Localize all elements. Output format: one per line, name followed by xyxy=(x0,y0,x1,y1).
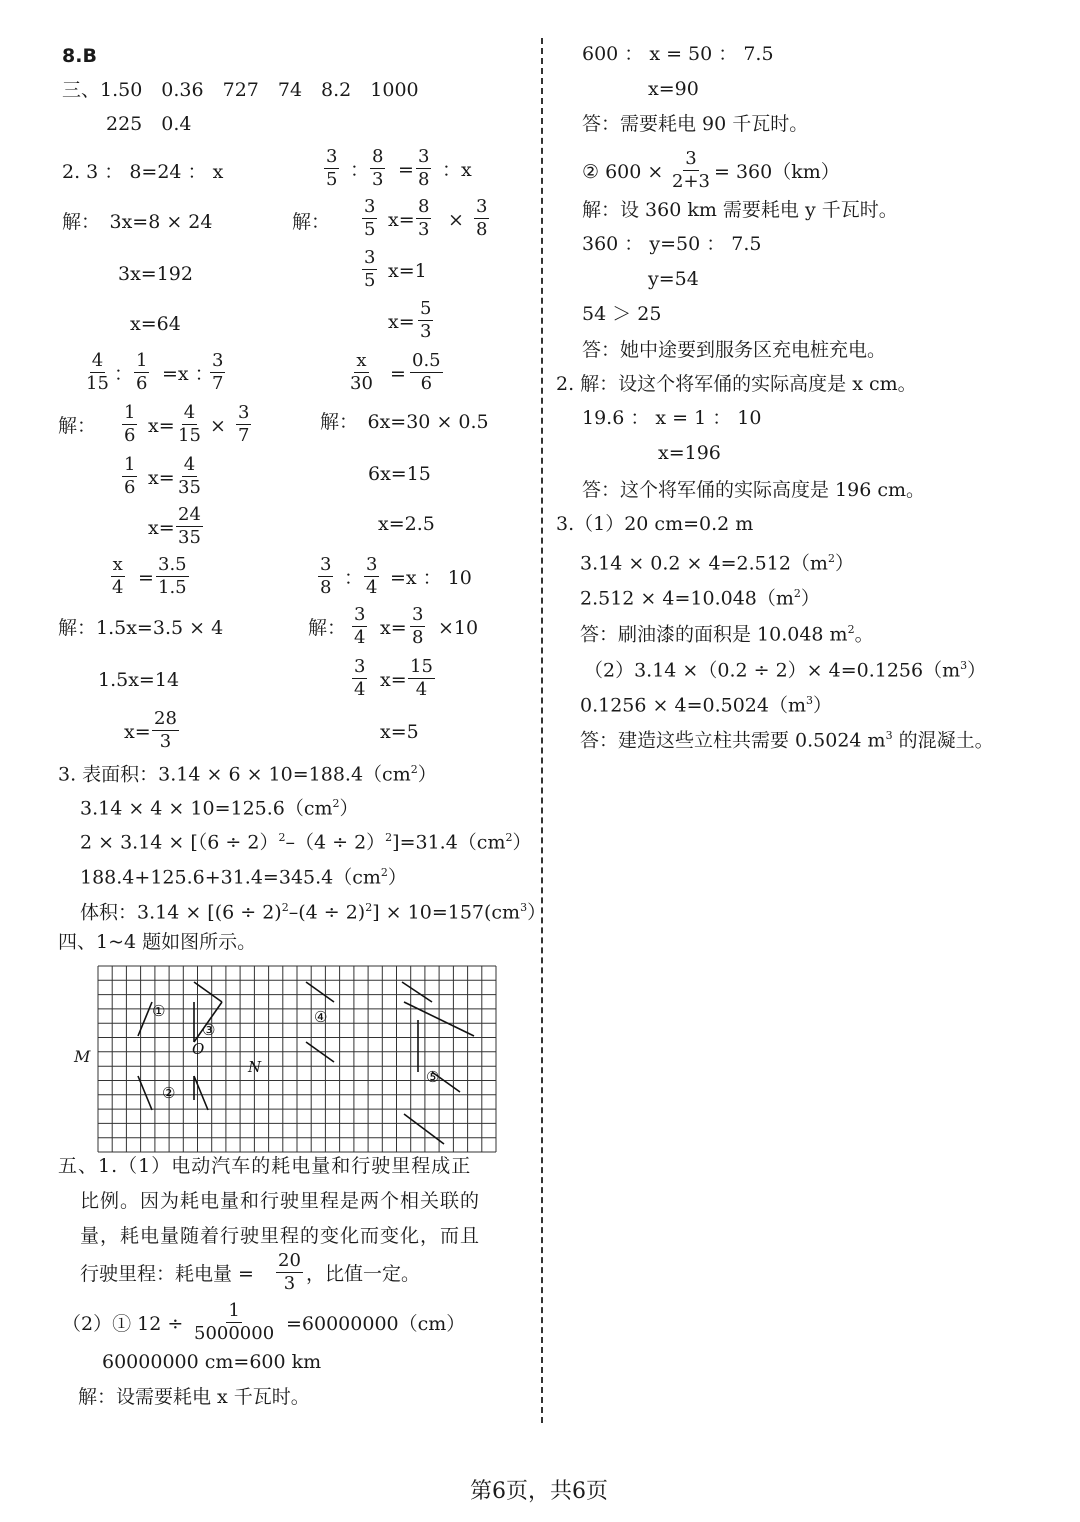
fraction: 28 3 xyxy=(154,708,177,752)
section-5-line4: 行驶里程：耗电量 = xyxy=(80,1263,254,1285)
problem-2-step3: x=64 xyxy=(130,313,181,335)
expr: x=1 xyxy=(388,260,427,282)
r-line6: 360 ： y=50 ： 7.5 xyxy=(582,233,762,255)
surface-area-line3: $2 \times 3.14 \times [(6 \div 2)^2-(4 \div 2)^2]=31.4(cm^2)$ xyxy=(80,831,532,854)
r-line17: 答：刷油漆的面积是 10.048 $m^2$。 xyxy=(580,623,874,646)
r-line2: x=90 xyxy=(648,78,699,100)
fraction: 3 5 xyxy=(364,247,376,291)
fraction: 1 6 xyxy=(124,454,136,498)
fraction: 3 7 xyxy=(238,402,250,446)
r-line18: $(2)3.14 \times(0.2 \div 2)\times 4=0.1256(m^3)$ xyxy=(584,659,987,682)
label-4: ④ xyxy=(314,1008,328,1026)
ratio-sign: ： xyxy=(350,159,370,181)
label-2: ② xyxy=(162,1084,176,1102)
expr: x= xyxy=(380,669,407,691)
problem-2-step2: 3x=192 xyxy=(118,263,193,285)
surface-area-line1: 3. 表面积：$3.14 \times 6 \times 10=188.4(cm^2)$ xyxy=(58,763,437,786)
section-5-2-line1-tail: =60000000（cm） xyxy=(286,1313,466,1335)
section-5-2-line1: （2）① 12 ÷ xyxy=(62,1313,184,1335)
section-5-line3: 量，耗电量随着行驶里程的变化而变化，而且 xyxy=(80,1225,481,1247)
r-line10: 2. 解：设这个将军俑的实际高度是 x cm。 xyxy=(556,373,917,395)
expr: x= xyxy=(148,517,175,539)
answer-8: 8.B xyxy=(62,45,97,67)
r-line9: 答：她中途要到服务区充电桩充电。 xyxy=(582,339,887,361)
r-line8: 54 ＞ 25 xyxy=(582,303,662,325)
ratio-sign: ： xyxy=(344,567,364,589)
fraction: 3 4 xyxy=(354,604,366,648)
r-line16: $2.512 \times 4=10.048(m^2)$ xyxy=(580,587,820,610)
section-5-line4-tail: ，比值一定。 xyxy=(306,1263,421,1285)
r-line19: $0.1256 \times 4=0.5024(m^3)$ xyxy=(580,694,833,717)
surface-area-line2: $3.14 \times 4 \times 10=125.6(cm^2)$ xyxy=(80,797,359,820)
fraction: 1 6 xyxy=(136,350,148,394)
expr: 6x=15 xyxy=(368,463,431,485)
problem-2-equation: 2. 3 ： 8=24 ： x xyxy=(62,161,224,183)
r-line4-tail: = 360（km） xyxy=(714,161,840,183)
fraction: 3 7 xyxy=(212,350,224,394)
fraction: 3 5 xyxy=(364,196,376,240)
label-M: M xyxy=(74,1047,91,1066)
fraction: 20 3 xyxy=(278,1250,301,1294)
expr: 1.5x=14 xyxy=(98,669,180,691)
section-5-line1: 五、1.（1）电动汽车的耗电量和行驶里程成正 xyxy=(58,1155,472,1177)
fraction: x 30 xyxy=(350,350,373,394)
section-5-2-line2: 60000000 cm=600 km xyxy=(102,1351,322,1373)
fraction: 4 15 xyxy=(178,402,201,446)
grid-figure xyxy=(96,964,498,1154)
label-N: N xyxy=(248,1058,262,1076)
fraction: 1 5000000 xyxy=(194,1300,275,1344)
fraction: 24 35 xyxy=(178,504,201,548)
section-4-title: 四、1~4 题如图所示。 xyxy=(58,931,257,953)
r-line20: 答：建造这些立柱共需要 0.5024 $m^3$ 的混凝土。 xyxy=(580,729,994,752)
page-footer: 第6页，共6页 xyxy=(470,1479,608,1504)
fraction: 15 4 xyxy=(410,656,433,700)
expr: x=2.5 xyxy=(378,513,435,535)
fraction: 4 15 xyxy=(86,350,109,394)
r-line11: 19.6 ： x = 1 ： 10 xyxy=(582,407,762,429)
section-3-line2: 225 0.4 xyxy=(106,113,192,135)
expr: x= xyxy=(148,467,175,489)
fraction: 8 3 xyxy=(418,196,430,240)
expr: 解：1.5x=3.5 × 4 xyxy=(58,617,224,639)
problem-2-step1: 解： 3x=8 × 24 xyxy=(62,211,213,233)
surface-area-line4: $188.4+125.6+31.4=345.4(cm^2)$ xyxy=(80,866,407,889)
expr: ×10 xyxy=(438,617,479,639)
fraction: 8 3 xyxy=(372,146,384,190)
r-line3: 答：需要耗电 90 千瓦时。 xyxy=(582,113,809,135)
fraction: 5 3 xyxy=(420,298,432,342)
label-1: ① xyxy=(152,1002,166,1020)
expr: =x ： xyxy=(162,363,214,385)
label-5: ⑤ xyxy=(426,1068,440,1086)
fraction: 3 4 xyxy=(354,656,366,700)
ratio-sign: ： xyxy=(114,363,134,385)
expr: x= xyxy=(388,311,415,333)
r-line7: y=54 xyxy=(648,268,699,290)
fraction: 3.5 1.5 xyxy=(158,554,187,598)
column-divider xyxy=(541,38,543,1423)
fraction: 3 8 xyxy=(320,554,332,598)
times-sign: × xyxy=(210,415,226,437)
label-3: ③ xyxy=(202,1021,216,1039)
expr: x= xyxy=(124,721,151,743)
section-3-line1: 三、1.50 0.36 727 74 8.2 1000 xyxy=(62,79,419,101)
fraction: 3 2+3 xyxy=(672,148,710,192)
solve-label: 解： xyxy=(58,415,97,437)
r-line13: 答：这个将军俑的实际高度是 196 cm。 xyxy=(582,479,926,501)
fraction: 3 8 xyxy=(418,146,430,190)
expr: x=5 xyxy=(380,721,419,743)
expr: x= xyxy=(380,617,407,639)
expr: =x ： 10 xyxy=(390,567,472,589)
expr: 解： 6x=30 × 0.5 xyxy=(320,411,489,433)
equals-sign: = xyxy=(390,363,406,385)
times-sign: × xyxy=(448,209,464,231)
fraction: 3 4 xyxy=(366,554,378,598)
fraction: 3 8 xyxy=(476,196,488,240)
fraction: 3 5 xyxy=(326,146,338,190)
fraction: 4 35 xyxy=(178,454,201,498)
equals-sign: = xyxy=(138,567,154,589)
r-line5: 解：设 360 km 需要耗电 y 千瓦时。 xyxy=(582,199,898,221)
r-line12: x=196 xyxy=(658,442,721,464)
equals-sign: = xyxy=(398,159,414,181)
expr: x= xyxy=(148,415,175,437)
r-line15: $3.14 \times 0.2 \times 4=2.512(m^2)$ xyxy=(580,552,854,575)
solve-label: 解： xyxy=(308,617,347,639)
r-line1: 600 ： x = 50 ： 7.5 xyxy=(582,43,774,65)
fraction: 1 6 xyxy=(124,402,136,446)
r-line4: ② 600 × xyxy=(582,161,664,183)
volume-line: 体积：$3.14 \times [(6 \div 2)^2-(4 \div 2)^2] \times 10=157(cm^3)$ xyxy=(80,901,547,924)
ratio-tail: ：x xyxy=(442,159,472,181)
expr: x= xyxy=(388,209,415,231)
label-O: O xyxy=(192,1040,205,1058)
fraction: x 4 xyxy=(112,554,124,598)
solve-label: 解： xyxy=(292,211,331,233)
fraction: 0.5 6 xyxy=(412,350,441,394)
fraction: 3 8 xyxy=(412,604,424,648)
section-5-2-line3: 解：设需要耗电 x 千瓦时。 xyxy=(78,1386,310,1408)
r-line14: 3.（1）20 cm=0.2 m xyxy=(556,513,754,535)
section-5-line2: 比例。因为耗电量和行驶里程是两个相关联的 xyxy=(80,1190,481,1212)
